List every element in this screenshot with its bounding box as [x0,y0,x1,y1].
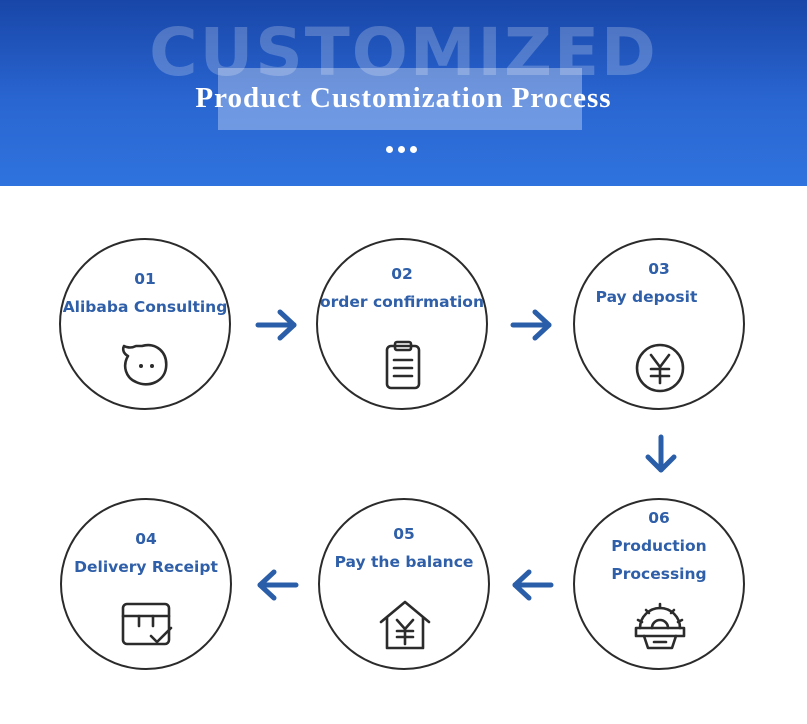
step-label: Delivery Receipt [74,558,218,576]
arrow-left-icon [254,565,300,605]
step-number: 02 [391,265,413,283]
step-label: Processing [611,565,707,583]
step-number: 01 [134,270,156,288]
step-number: 06 [648,509,670,527]
package-check-icon [117,596,177,652]
banner-dots [386,146,417,153]
dot [410,146,417,153]
arrow-down-icon [638,434,684,474]
step-02-circle [316,238,488,410]
step-number: 05 [393,525,415,543]
dot [386,146,393,153]
yen-coin-icon [630,340,690,396]
banner-watermark: CUSTOMIZED [149,14,658,91]
step-number: 03 [648,260,670,278]
arrow-left-icon [509,565,555,605]
step-label: Production [611,537,707,555]
step-03-circle [573,238,745,410]
dot [398,146,405,153]
header-banner [0,0,807,186]
arrow-right-icon [509,305,555,345]
step-label: Pay the balance [334,553,474,571]
step-number: 04 [135,530,157,548]
chat-bubble-icon [116,338,176,394]
step-label: Alibaba Consulting [62,298,228,316]
gear-factory-icon [630,598,690,654]
step-label: order confirmation [320,293,484,311]
step-04-circle [60,498,232,670]
yen-house-icon [375,596,435,652]
step-01-circle [59,238,231,410]
step-label: Pay deposit [595,288,698,306]
step-06-circle [573,498,745,670]
step-05-circle [318,498,490,670]
page-title: Product Customization Process [195,82,612,114]
clipboard-icon [373,338,433,394]
arrow-right-icon [254,305,300,345]
